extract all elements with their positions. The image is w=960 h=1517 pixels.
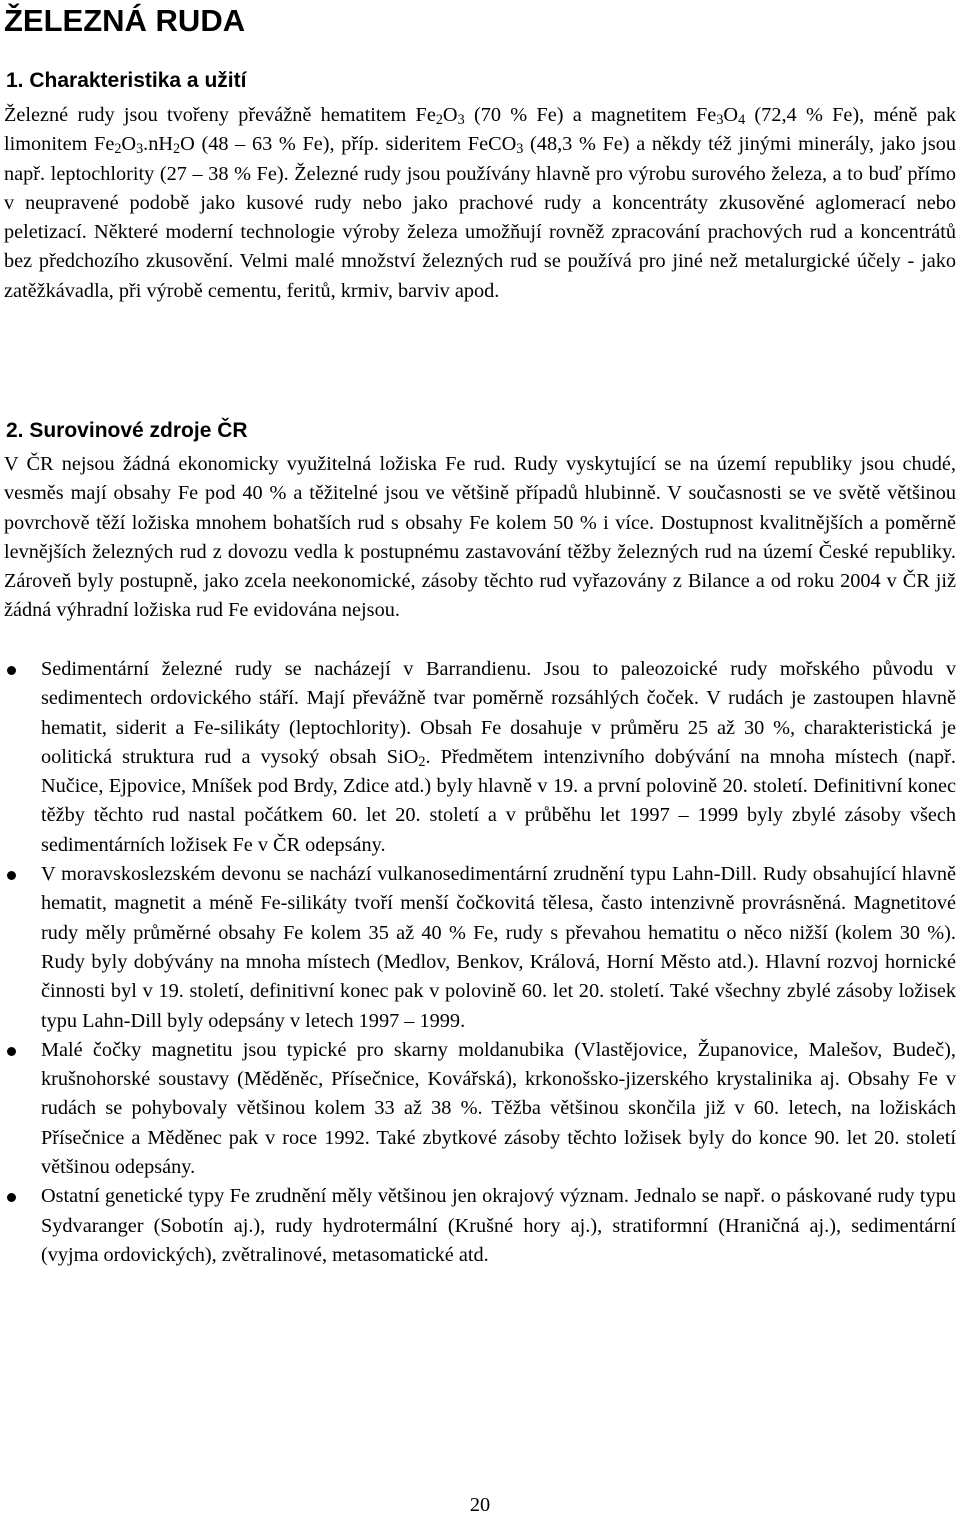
list-item <box>0 1182 956 1270</box>
list-item-text: Ostatní genetické typy Fe zrudnění měly většinou jen okrajový význam. Jednalo se např. o páskované rudy typu Sydvaranger (Sobotín aj.), rudy hydrotermální (Krušné hory aj.), stratiformní (Hraničná aj.), sedimentární (vyjma ordovických), zvětralinové, metasomatické atd. <box>41 1185 956 1266</box>
list-item <box>0 1036 956 1182</box>
section-heading-resources: 2. Surovinové zdroje ČR <box>6 419 248 442</box>
list-item-text: V moravskoslezském devonu se nachází vulkanosedimentární zrudnění typu Lahn-Dill. Rudy obsahující hlavně hematit, magnetit a méně Fe-silikáty tvoří menší čočkovitá tělesa, často intenzivně provrásněná. Magnetitové rudy měly průměrné obsahy Fe kolem 35 až 40 % Fe, rudy s převahou hematitu o něco nižší (kolem 30 %). Rudy byly dobývány na mnoha místech (Medlov, Benkov, Králová, Horní Město atd.). Hlavní rozvoj hornické činnosti byl v 19. století, definitivní konec pak v polovině 60. let 20. století. Také všechny zbylé zásoby ložisek typu Lahn-Dill byly odepsány v letech 1997 – 1999. <box>41 863 956 1032</box>
section-paragraph-characteristics: Železné rudy jsou tvořeny převážně hematitem $Fe_2O_3$ (70 % Fe) a magnetitem $Fe_3O_4$ (72,4 % Fe), méně pak limonitem $Fe_2O_3.nH_2O$ (48 – 63 % Fe), příp. sideritem FeCO$_3$ (48,3 % Fe) a někdy též jinými minerály, jako jsou např. leptochlority (27 – 38 % Fe). Železné rudy jsou používány hlavně pro výrobu surového železa, a to buď přímo v neupravené podobě jako kusové rudy nebo jako prachové rudy a koncentráty zkusověné aglomerací nebo peletizací. Některé moderní technologie výroby železa umožňují rovněž zpracování prachových rud a koncentrátů bez předchozího zkusovění. Velmi malé množství železných rud se používá pro jiné než metalurgické účely - jako zatěžkávadla, při výrobě cementu, feritů, krmiv, barviv apod. <box>4 104 956 302</box>
list-item-text: Malé čočky magnetitu jsou typické pro skarny moldanubika (Vlastějovice, Županovice, Malešov, Budeč), krušnohorské soustavy (Měděněc, Přísečnice, Kovářská), krkonošsko-jizerského krystalinika aj. Obsahy Fe v rudách se pohybovaly většinou kolem 33 až 38 %. Těžba většinou skončila již v 60. letech, na ložiskách Přísečnice a Měděnec pak v roce 1992. Také zbytkové zásoby těchto ložisek byly do konce 90. let 20. století většinou odepsány. <box>41 1038 956 1179</box>
bullet-icon <box>7 1047 16 1056</box>
section-paragraph-resources: V ČR nejsou žádná ekonomicky využitelná ložiska Fe rud. Rudy vyskytující se na území republiky jsou chudé, vesměs mají obsahy Fe pod 40 % a těžitelné jsou ve většině případů hlubinně. V současnosti se ve světě většinou povrchově těží ložiska mnohem bohatších rud s obsahy Fe kolem 50 % i více. Dostupnost kvalitnějších a poměrně levnějších železných rud z dovozu vedla k postupnému zastavování těžby železných rud na území České republiky. Zároveň byly postupně, jako zcela neekonomické, zásoby těchto rud vyřazovány z Bilance a od roku 2004 v ČR již žádná výhradní ložiska rud Fe evidována nejsou. <box>4 453 956 622</box>
bullet-icon <box>7 666 16 675</box>
document-title: ŽELEZNÁ RUDA <box>4 3 246 38</box>
list-item <box>0 655 956 860</box>
section-heading-characteristics: 1. Charakteristika a užití <box>6 69 247 92</box>
list-item <box>0 860 956 1036</box>
deposit-types-list <box>0 655 956 1270</box>
bullet-icon <box>7 1193 16 1202</box>
list-item-text: Sedimentární železné rudy se nacházejí v Barrandienu. Jsou to paleozoické rudy mořského původu v sedimentech ordovického stáří. Mají převážně tvar poměrně rozsáhlých čoček. V rudách je zastoupen hlavně hematit, siderit a Fe-silikáty (leptochlority). Obsah Fe dosahuje v průměru 25 až 30 %, charakteristická je oolitická struktura rud a vysoký obsah SiO$_2$. Předmětem intenzivního dobývání na mnoha místech (např. Nučice, Ejpovice, Mníšek pod Brdy, Zdice atd.) byly hlavně v 19. a první polovině 20. století. Definitivní konec těžby těchto rud nastal počátkem 60. let 20. století a v průběhu let 1997 – 1999 byly zbylé zásoby všech sedimentárních ložisek Fe v ČR odepsány. <box>41 658 956 856</box>
page-number: 20 <box>469 1494 491 1516</box>
bullet-icon <box>7 871 16 880</box>
